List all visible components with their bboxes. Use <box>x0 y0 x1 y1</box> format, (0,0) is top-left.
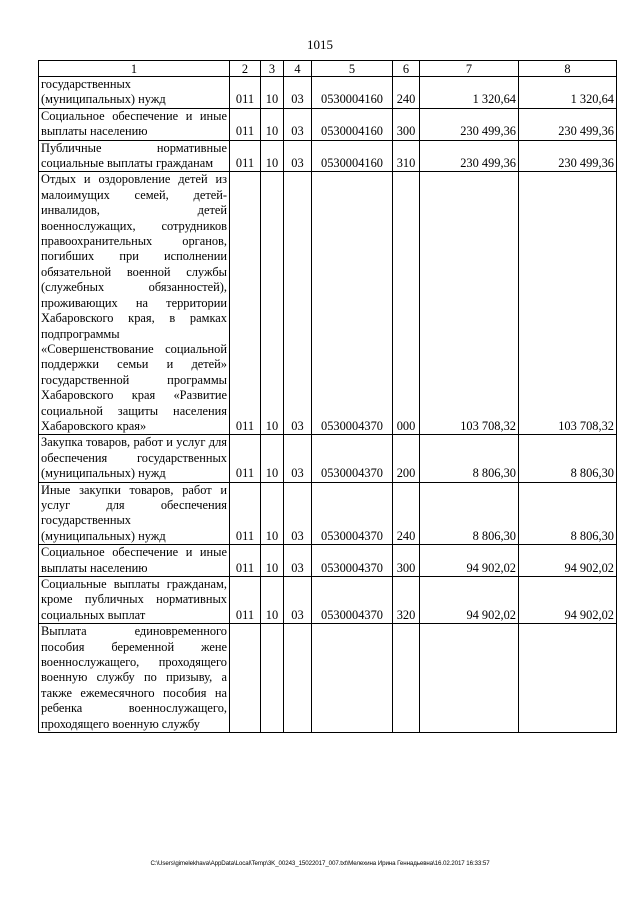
column-header: 3 <box>261 61 284 77</box>
section-cell <box>261 624 284 733</box>
column-header: 4 <box>284 61 312 77</box>
amount-cell-8: 1 320,64 <box>519 77 617 109</box>
expense-type-cell: 240 <box>393 77 420 109</box>
table-row <box>39 172 617 435</box>
target-article-cell: 0530004370 <box>312 435 393 482</box>
section-cell: 10 <box>261 545 284 577</box>
column-header: 5 <box>312 61 393 77</box>
subsection-cell: 03 <box>284 545 312 577</box>
column-header: 1 <box>39 61 230 77</box>
section-cell: 10 <box>261 577 284 624</box>
target-article-cell: 0530004370 <box>312 172 393 435</box>
code-cell-2: 011 <box>230 108 261 140</box>
column-header: 6 <box>393 61 420 77</box>
target-article-cell: 0530004370 <box>312 545 393 577</box>
table-row <box>39 624 617 733</box>
column-header: 2 <box>230 61 261 77</box>
row-name-cell: Иные закупки товаров, работ и услуг для обеспечения государственных (муниципальных) нужд <box>39 482 230 545</box>
section-cell: 10 <box>261 482 284 545</box>
row-name-cell: Социальное обеспечение и иные выплаты населению <box>39 108 230 140</box>
amount-cell-8: 8 806,30 <box>519 435 617 482</box>
row-name-cell: Выплата единовременного пособия беременной жене военнослужащего, проходящего военную службу по призыву, а также ежемесячного пособия на ребенка военнослужащего, проходящего военную службу <box>39 624 230 733</box>
row-name-cell: Социальные выплаты гражданам, кроме публичных нормативных социальных выплат <box>39 577 230 624</box>
amount-cell-7: 1 320,64 <box>420 77 519 109</box>
amount-cell-8: 94 902,02 <box>519 545 617 577</box>
amount-cell-8: 230 499,36 <box>519 108 617 140</box>
amount-cell-7: 94 902,02 <box>420 545 519 577</box>
code-cell-2: 011 <box>230 140 261 172</box>
amount-cell-8: 8 806,30 <box>519 482 617 545</box>
table-row <box>39 77 617 109</box>
amount-cell-7: 230 499,36 <box>420 108 519 140</box>
amount-cell-7: 230 499,36 <box>420 140 519 172</box>
budget-table <box>38 60 617 733</box>
section-cell: 10 <box>261 77 284 109</box>
target-article-cell: 0530004160 <box>312 140 393 172</box>
amount-cell-7 <box>420 624 519 733</box>
row-name-cell: Отдых и оздоровление детей из малоимущих семей, детей-инвалидов, детей военнослужащих, сотрудников правоохранительных органов, погибших при исполнении обязательной военной службы (служебных обязанностей), проживающих на территории Хабаровского края, в рамках подпрограммы «Совершенствование социальной поддержки семьи и детей» государственной программы Хабаровского края «Развитие социальной защиты населения Хабаровского края» <box>39 172 230 435</box>
target-article-cell: 0530004160 <box>312 77 393 109</box>
table-row <box>39 140 617 172</box>
subsection-cell: 03 <box>284 482 312 545</box>
subsection-cell: 03 <box>284 577 312 624</box>
section-cell: 10 <box>261 108 284 140</box>
amount-cell-8 <box>519 624 617 733</box>
header-row <box>39 61 617 77</box>
amount-cell-7: 8 806,30 <box>420 482 519 545</box>
table-row <box>39 108 617 140</box>
code-cell-2: 011 <box>230 545 261 577</box>
expense-type-cell: 300 <box>393 545 420 577</box>
expense-type-cell: 000 <box>393 172 420 435</box>
column-header: 7 <box>420 61 519 77</box>
subsection-cell: 03 <box>284 435 312 482</box>
code-cell-2: 011 <box>230 577 261 624</box>
table-row <box>39 482 617 545</box>
target-article-cell: 0530004160 <box>312 108 393 140</box>
amount-cell-8: 94 902,02 <box>519 577 617 624</box>
file-path-footer: C:\Users\gimelekhava\AppData\Local\Temp\3K_00243_15022017_007.txt\Мелехина Ирина Геннадьевна\16.02.2017 16:33:57 <box>150 860 490 867</box>
section-cell: 10 <box>261 435 284 482</box>
code-cell-2: 011 <box>230 172 261 435</box>
subsection-cell: 03 <box>284 108 312 140</box>
subsection-cell: 03 <box>284 140 312 172</box>
target-article-cell: 0530004370 <box>312 482 393 545</box>
target-article-cell: 0530004370 <box>312 577 393 624</box>
table-row <box>39 577 617 624</box>
row-name-cell: государственных (муниципальных) нужд <box>39 77 230 109</box>
expense-type-cell: 300 <box>393 108 420 140</box>
amount-cell-7: 94 902,02 <box>420 577 519 624</box>
row-name-cell: Закупка товаров, работ и услуг для обеспечения государственных (муниципальных) нужд <box>39 435 230 482</box>
section-cell: 10 <box>261 172 284 435</box>
subsection-cell <box>284 624 312 733</box>
table-row <box>39 545 617 577</box>
code-cell-2: 011 <box>230 482 261 545</box>
amount-cell-8: 230 499,36 <box>519 140 617 172</box>
page-number: 1015 <box>307 37 333 52</box>
row-name-cell: Публичные нормативные социальные выплаты гражданам <box>39 140 230 172</box>
row-name-cell: Социальное обеспечение и иные выплаты населению <box>39 545 230 577</box>
code-cell-2: 011 <box>230 435 261 482</box>
code-cell-2 <box>230 624 261 733</box>
expense-type-cell: 320 <box>393 577 420 624</box>
subsection-cell: 03 <box>284 77 312 109</box>
section-cell: 10 <box>261 140 284 172</box>
column-header: 8 <box>519 61 617 77</box>
expense-type-cell: 240 <box>393 482 420 545</box>
code-cell-2: 011 <box>230 77 261 109</box>
amount-cell-7: 8 806,30 <box>420 435 519 482</box>
expense-type-cell: 200 <box>393 435 420 482</box>
target-article-cell <box>312 624 393 733</box>
expense-type-cell <box>393 624 420 733</box>
subsection-cell: 03 <box>284 172 312 435</box>
amount-cell-7: 103 708,32 <box>420 172 519 435</box>
amount-cell-8: 103 708,32 <box>519 172 617 435</box>
expense-type-cell: 310 <box>393 140 420 172</box>
table-row <box>39 435 617 482</box>
